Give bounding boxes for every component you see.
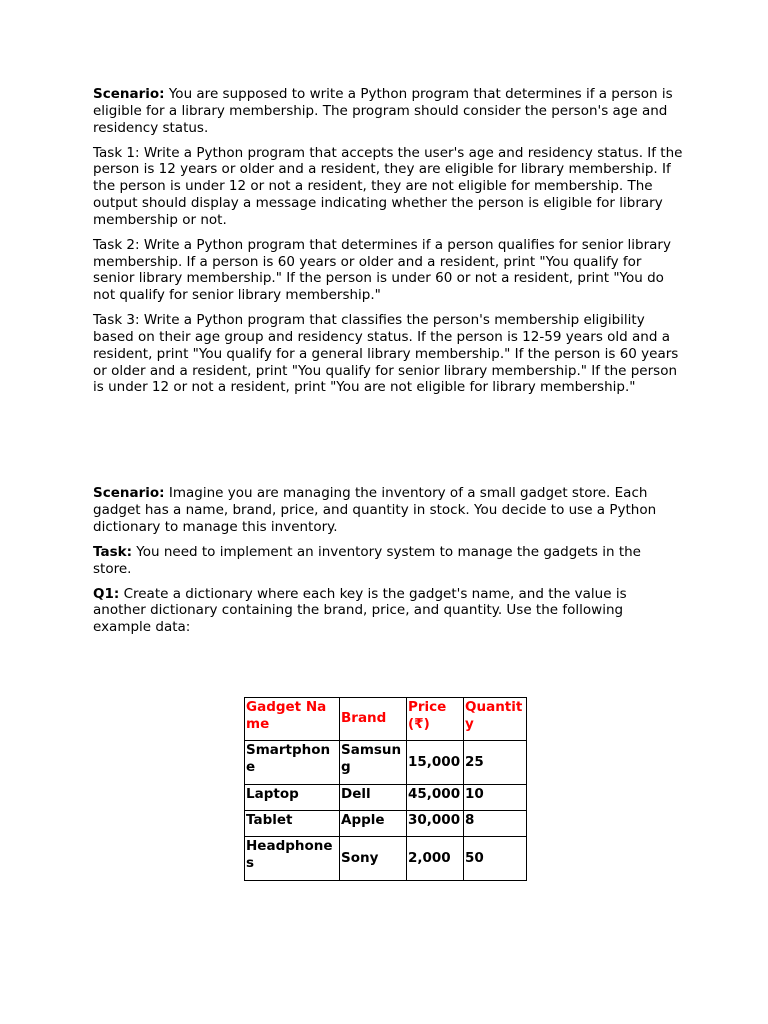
task-3-paragraph: Task 3: Write a Python program that classifies the person's membership eligibility based on their age group and residency status. If the person is 12-59 years old and a resident, print "You qualify for a general library membership." If the person is 60 years or older and a resident, print "You qualify for senior library membership." If the person is under 12 or not a resident, print "You are not eligible for library membership." (93, 312, 679, 396)
scenario-paragraph-2 (93, 485, 683, 535)
task-2-paragraph: Task 2: Write a Python program that determines if a person qualifies for senior library membership. If a person is 60 years or older and a resident, print "You qualify for senior library membership." If the person is under 60 or not a resident, print "You do not qualify for senior library membership." (93, 236, 671, 304)
scenario-label-2: Scenario: (93, 485, 165, 502)
section-spacer (93, 404, 683, 485)
table-row (245, 741, 527, 785)
document-body (93, 86, 683, 644)
cell-price: 15,000 (407, 741, 464, 785)
cell-brand: Samsung (340, 741, 407, 785)
inventory-table-wrapper (244, 697, 527, 881)
q1-paragraph (93, 586, 683, 636)
cell-quantity: 8 (464, 811, 527, 837)
cell-quantity: 10 (464, 785, 527, 811)
cell-brand: Sony (340, 837, 407, 881)
q1-text: Create a dictionary where each key is the gadget's name, and the value is another dictionary containing the brand, price, and quantity. Use the following example data: (93, 585, 627, 636)
cell-price: 2,000 (407, 837, 464, 881)
header-price: Price (₹) (407, 698, 464, 741)
header-brand: Brand (340, 698, 407, 741)
scenario-label-1: Scenario: (93, 86, 165, 102)
q1-label: Q1: (93, 585, 120, 602)
cell-quantity: 25 (464, 741, 527, 785)
table-row (245, 837, 527, 881)
scenario-paragraph-1 (93, 86, 683, 136)
inventory-table (244, 697, 527, 881)
cell-brand: Apple (340, 811, 407, 837)
scenario-text-2: Imagine you are managing the inventory of a small gadget store. Each gadget has a name, brand, price, and quantity in stock. You decide to use a Python dictionary to manage this inventory. (93, 485, 657, 535)
task-paragraph (93, 544, 683, 578)
cell-quantity: 50 (464, 837, 527, 881)
table-row (245, 811, 527, 837)
task-1-paragraph: Task 1: Write a Python program that accepts the user's age and residency status. If the person is 12 years or older and a resident, they are eligible for library membership. If the person is under 12 or not a resident, they are not eligible for membership. The output should display a message indicating whether the person is eligible for library membership or not. (93, 144, 683, 228)
table-row (245, 785, 527, 811)
cell-gadget-name: Laptop (245, 785, 340, 811)
cell-price: 30,000 (407, 811, 464, 837)
task-label: Task: (93, 543, 132, 560)
table-header-row (245, 698, 527, 741)
header-quantity: Quantity (464, 698, 527, 741)
cell-gadget-name: Smartphone (245, 741, 340, 785)
task-text: You need to implement an inventory system to manage the gadgets in the store. (93, 543, 641, 577)
cell-gadget-name: Headphones (245, 837, 340, 881)
cell-brand: Dell (340, 785, 407, 811)
cell-gadget-name: Tablet (245, 811, 340, 837)
cell-price: 45,000 (407, 785, 464, 811)
scenario-text-1: You are supposed to write a Python program that determines if a person is eligible for a library membership. The program should consider the person's age and residency status. (93, 86, 673, 136)
header-gadget-name: Gadget Name (245, 698, 340, 741)
